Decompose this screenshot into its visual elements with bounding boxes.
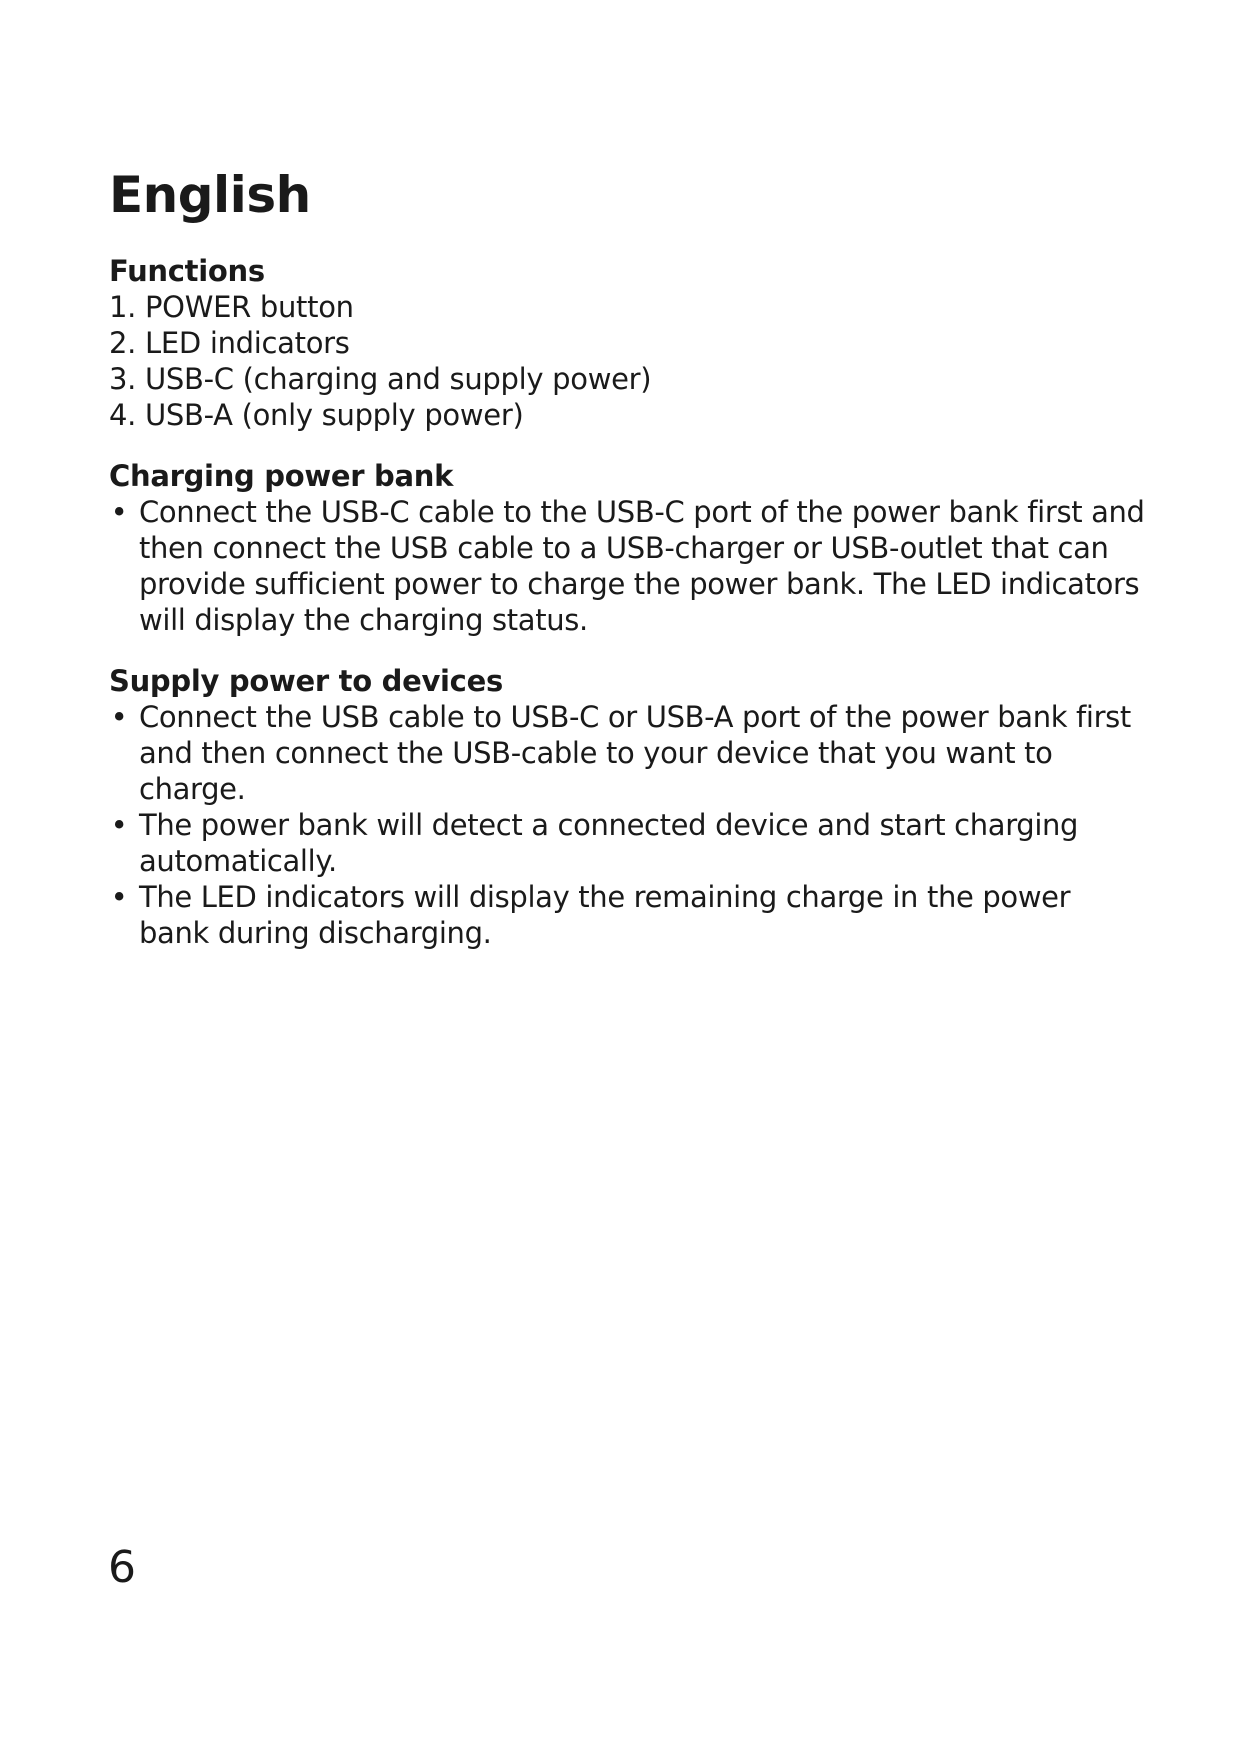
list-item: [109, 494, 1149, 638]
bullet-icon: •: [110, 880, 128, 914]
charging-list: [109, 494, 1149, 638]
supply-section: [109, 663, 1149, 951]
bullet-text: The power bank will detect a connected device and start charging automatically.: [139, 808, 1079, 878]
bullet-icon: •: [110, 495, 128, 529]
functions-section: [109, 253, 1149, 433]
list-item: [109, 807, 1149, 879]
functions-heading: Functions: [109, 254, 265, 288]
list-item: [109, 879, 1149, 951]
list-item: 4. USB-A (only supply power): [109, 398, 524, 432]
bullet-text: Connect the USB-C cable to the USB-C port of the power bank first and then connect the USB cable to a USB-charger or USB-outlet that can provide sufficient power to charge the power bank. The LED indicators will display the charging status.: [139, 495, 1145, 637]
charging-section: [109, 458, 1149, 638]
supply-list: [109, 699, 1149, 951]
bullet-text: The LED indicators will display the remaining charge in the power bank during discharging.: [139, 880, 1071, 950]
list-item: [109, 699, 1149, 807]
charging-heading: Charging power bank: [109, 459, 454, 493]
list-item: 3. USB-C (charging and supply power): [109, 362, 652, 396]
page-number: 6: [108, 1542, 136, 1593]
list-item: 2. LED indicators: [109, 326, 350, 360]
bullet-icon: •: [110, 808, 128, 842]
functions-list: [109, 289, 1149, 433]
bullet-icon: •: [110, 700, 128, 734]
bullet-text: Connect the USB cable to USB-C or USB-A port of the power bank first and then connect the USB-cable to your device that you want to charge.: [139, 700, 1131, 806]
list-item: 1. POWER button: [109, 290, 354, 324]
page-title: English: [109, 166, 311, 224]
supply-heading: Supply power to devices: [109, 664, 503, 698]
